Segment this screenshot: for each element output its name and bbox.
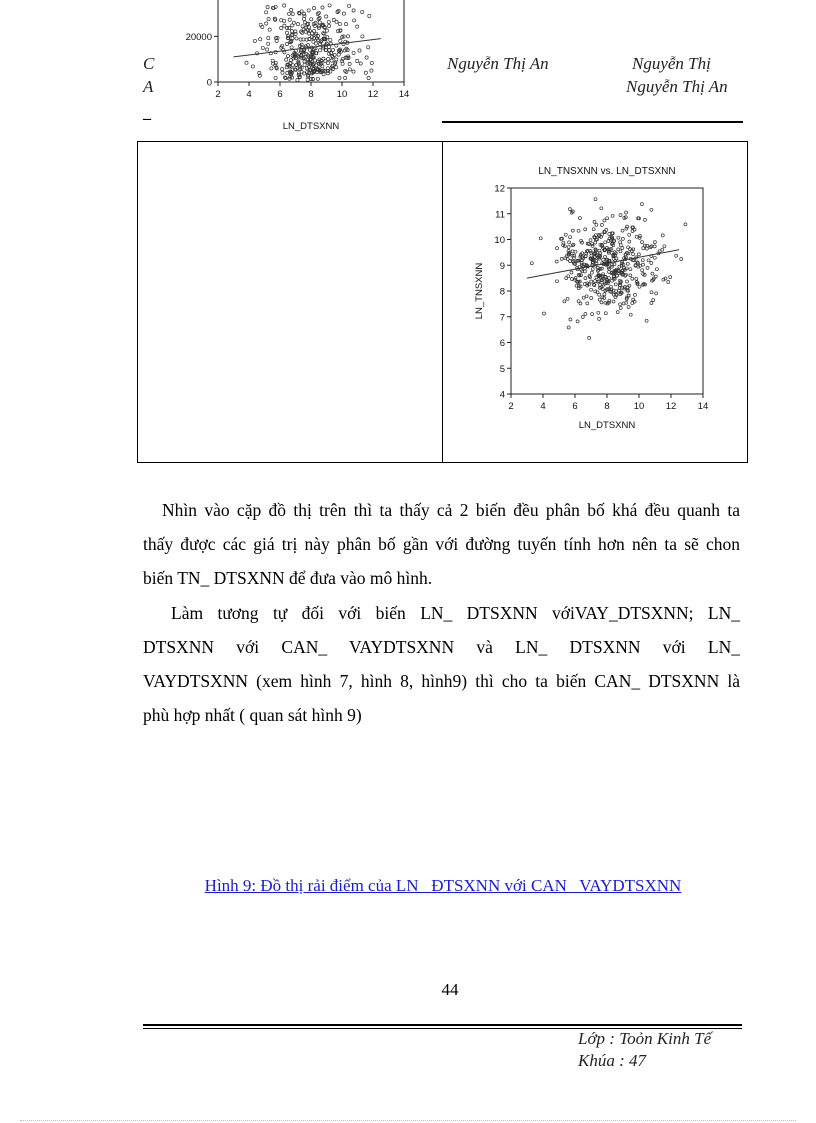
chart1-point <box>337 53 340 56</box>
chart2-point <box>653 241 656 244</box>
y-tick-label: 12 <box>494 183 505 195</box>
y-tick-label: 9 <box>499 260 505 272</box>
chart2-point <box>653 256 656 259</box>
chart1-point <box>346 35 349 38</box>
chart2-points <box>530 198 687 340</box>
chart1-point <box>267 18 270 21</box>
header-author-right-line1: Nguyễn Thị <box>632 54 711 73</box>
chart1-point <box>339 39 342 42</box>
chart2-point <box>556 247 559 250</box>
chart1-points <box>245 4 374 82</box>
chart2-point <box>579 302 582 305</box>
chart2-point <box>566 297 569 300</box>
chart2-point <box>619 250 622 253</box>
chart2-point <box>603 219 606 222</box>
chart2-point <box>632 253 635 256</box>
chart2-point <box>604 312 607 315</box>
chart2-point <box>611 279 614 282</box>
chart2-point <box>592 228 595 231</box>
chart2-point <box>675 254 678 257</box>
chart1-point <box>266 6 269 9</box>
chart2-point <box>612 300 615 303</box>
chart1-point <box>285 42 288 45</box>
chart1-point <box>281 68 284 71</box>
chart2-point <box>628 233 631 236</box>
x-tick-label: 12 <box>665 401 677 412</box>
chart2-point <box>568 208 571 211</box>
chart2-point <box>591 268 594 271</box>
chart2-point <box>568 241 571 244</box>
chart1-point <box>285 31 288 34</box>
paragraph-2-line: phù hợp nhất ( quan sát hình 9) <box>143 705 362 725</box>
chart1-point <box>290 30 293 33</box>
header-dash: – <box>143 110 151 127</box>
chart2-point <box>655 268 658 271</box>
chart1-point <box>291 24 294 27</box>
header-left-line1: C <box>143 54 155 73</box>
chart1-point <box>326 36 329 39</box>
paragraph-1-line: Nhìn vào cặp đồ thị trên thì ta thấy cả 2 biến đều phân bố khá đều quanh ta <box>162 500 740 520</box>
chart1-point <box>352 9 355 12</box>
chart2-point <box>635 277 638 280</box>
paragraph-1 <box>143 493 740 595</box>
chart2-point <box>576 320 579 323</box>
chart2-point <box>571 250 574 253</box>
chart1-point <box>290 46 293 49</box>
chart2-point <box>555 260 558 263</box>
chart2-point <box>638 285 641 288</box>
chart1-point <box>302 17 305 20</box>
chart1-point <box>328 4 331 7</box>
header-left-line2: A <box>143 77 154 96</box>
chart1-point <box>338 76 341 79</box>
chart2-x-ticks <box>508 394 708 412</box>
chart1-point <box>312 7 315 10</box>
chart1-point <box>312 40 315 43</box>
chart2-y-ticks <box>494 184 511 401</box>
chart1-point <box>302 12 305 15</box>
chart1-point <box>274 76 277 79</box>
chart2-point <box>645 319 648 322</box>
x-tick-label: 10 <box>633 401 645 412</box>
chart2-point <box>539 237 542 240</box>
chart2-point <box>590 297 593 300</box>
chart2-point <box>635 235 638 238</box>
chart2-point <box>602 258 605 261</box>
chart1-point <box>268 28 271 31</box>
chart2-point <box>629 248 632 251</box>
chart1-point <box>267 42 270 45</box>
chart2-point <box>563 300 566 303</box>
chart1-point <box>370 61 373 64</box>
chart2-point <box>626 262 629 265</box>
chart1-point <box>361 10 364 13</box>
chart1-point <box>281 71 284 74</box>
paragraph-2-line: DTSXNN với CAN_ VAYDTSXNN và LN_ DTSXNN với LN_ <box>143 637 740 657</box>
chart2-point <box>667 281 670 284</box>
chart2-point <box>571 229 574 232</box>
chart2-point <box>640 203 643 206</box>
x-tick-label: 6 <box>572 401 578 412</box>
chart2-point <box>645 247 648 250</box>
chart1-point <box>327 45 330 48</box>
chart1-point <box>283 19 286 22</box>
chart2-point <box>641 259 644 262</box>
chart1-point <box>335 58 338 61</box>
chart2-point <box>564 233 567 236</box>
chart1-point <box>356 25 359 28</box>
header-rule <box>442 121 743 123</box>
chart1-point <box>329 38 332 41</box>
y-tick-label: 10 <box>494 235 505 246</box>
chart2-point <box>594 241 597 244</box>
chart1-point <box>306 23 309 26</box>
chart2-point <box>584 313 587 316</box>
chart2-point <box>600 207 603 210</box>
chart2-point <box>621 237 624 240</box>
chart2-title: LN_TNSXNN vs. LN_DTSXNN <box>538 166 676 177</box>
chart1-point <box>316 77 319 80</box>
chart2-point <box>638 236 641 239</box>
chart2-point <box>653 245 656 248</box>
chart2-point <box>590 271 593 274</box>
x-tick-label: 14 <box>398 89 410 100</box>
chart2-point <box>604 255 607 258</box>
chart1-x-label: LN_DTSXNN <box>282 121 340 132</box>
chart1-point <box>352 70 355 73</box>
chart1-point <box>368 14 371 17</box>
chart1-point <box>283 24 286 27</box>
chart2-point <box>644 218 647 221</box>
chart2-point <box>570 278 573 281</box>
chart2-point <box>589 239 592 242</box>
chart1-point <box>348 62 351 65</box>
chart2-point <box>608 270 611 273</box>
chart2-point <box>651 272 654 275</box>
chart2-point <box>616 311 619 314</box>
chart2-point <box>629 313 632 316</box>
chart1-point <box>348 68 351 71</box>
chart2-point <box>582 296 585 299</box>
chart1-point <box>344 23 347 26</box>
header-author-center: Nguyễn Thị An <box>447 54 549 73</box>
chart1-point <box>327 20 330 23</box>
chart1-point <box>253 39 256 42</box>
chart1-point <box>301 25 304 28</box>
chart2-point <box>597 311 600 314</box>
chart2-point <box>598 317 601 320</box>
y-tick-label: 20000 <box>185 31 212 43</box>
chart1-point <box>283 4 286 7</box>
chart1-point <box>310 18 313 21</box>
chart1-point <box>325 15 328 18</box>
chart2-point <box>661 234 664 237</box>
x-tick-label: 12 <box>367 89 379 100</box>
x-tick-label: 4 <box>540 401 546 412</box>
chart1-point <box>364 71 367 74</box>
chart2-point <box>629 274 632 277</box>
chart2-point <box>634 293 637 296</box>
chart1-point <box>245 61 248 64</box>
chart1-point <box>367 46 370 49</box>
chart2-point <box>621 229 624 232</box>
chart2-point <box>606 217 609 220</box>
chart1-point <box>325 29 328 32</box>
chart2-point <box>641 269 644 272</box>
chart2-point <box>627 246 630 249</box>
chart2-point <box>593 220 596 223</box>
chart2-point <box>543 312 546 315</box>
chart2-point <box>570 271 573 274</box>
y-tick-label: 0 <box>206 77 212 89</box>
chart2-point <box>578 217 581 220</box>
header-author-right-line2: Nguyễn Thị An <box>626 77 728 96</box>
chart2-point <box>669 276 672 279</box>
chart1-point <box>344 76 347 79</box>
chart2-point <box>626 280 629 283</box>
chart2-point <box>591 313 594 316</box>
chart1-point <box>331 48 334 51</box>
chart1-point <box>358 49 361 52</box>
chart1-point <box>261 46 264 49</box>
chart2-point <box>565 277 568 280</box>
chart2-point <box>637 253 640 256</box>
scatter-chart-main <box>444 143 746 461</box>
chart2-point <box>556 280 559 283</box>
chart1-point <box>353 19 356 22</box>
chart1-point <box>359 62 362 65</box>
chart1-point <box>332 18 335 21</box>
chart1-point <box>288 26 291 29</box>
chart1-point <box>331 55 334 58</box>
chart1-point <box>370 69 373 72</box>
chart2-point <box>530 262 533 265</box>
chart2-point <box>569 318 572 321</box>
chart2-point <box>650 302 653 305</box>
chart2-point <box>625 211 628 214</box>
chart2-point <box>619 241 622 244</box>
chart2-point <box>684 223 687 226</box>
paragraph-2 <box>143 596 740 732</box>
chart1-point <box>296 79 299 82</box>
footer-course-label: Khúa : 47 <box>578 1051 646 1070</box>
chart2-point <box>590 280 593 283</box>
chart2-point <box>652 299 655 302</box>
x-tick-label: 8 <box>308 89 314 100</box>
chart2-point <box>631 302 634 305</box>
chart1-point <box>290 8 293 11</box>
chart2-point <box>631 277 634 280</box>
chart1-point <box>308 48 311 51</box>
chart1-point <box>352 51 355 54</box>
paragraph-2-line: Làm tương tự đối với biến LN_ DTSXNN vớiVAY_DTSXNN; LN_ <box>171 603 740 623</box>
chart2-point <box>617 236 620 239</box>
chart2-point <box>590 288 593 291</box>
chart1-point <box>356 59 359 62</box>
chart2-point <box>619 303 622 306</box>
chart1-x-ticks <box>215 82 409 100</box>
scatter-chart-top <box>150 0 430 140</box>
chart1-point <box>321 6 324 9</box>
y-tick-label: 6 <box>499 338 505 349</box>
chart2-point <box>569 236 572 239</box>
chart2-point <box>581 316 584 319</box>
chart2-point <box>577 229 580 232</box>
chart2-point <box>680 258 683 261</box>
chart1-point <box>285 58 288 61</box>
chart2-point <box>614 283 617 286</box>
footer-rule-thick <box>143 1024 742 1026</box>
chart2-point <box>567 326 570 329</box>
chart1-point <box>306 78 309 81</box>
chart2-point <box>655 292 658 295</box>
x-tick-label: 2 <box>508 401 514 412</box>
y-tick-label: 5 <box>499 363 505 375</box>
chart2-point <box>600 223 603 226</box>
chart2-point <box>641 241 644 244</box>
x-tick-label: 10 <box>336 89 348 100</box>
chart1-point <box>327 24 330 27</box>
y-tick-label: 8 <box>499 286 505 298</box>
paragraph-1-line: thấy được các giá trị này phân bố gần với đường tuyến tính hơn nên ta sẽ chon <box>143 534 740 554</box>
chart2-point <box>600 301 603 304</box>
figure-caption-link[interactable]: Hình 9: Đồ thị rải điểm của LN_ ĐTSXNN với CAN_ VAYDTSXNN <box>204 876 682 895</box>
chart2-point <box>619 214 622 217</box>
chart2-point <box>574 277 577 280</box>
chart1-point <box>291 12 294 15</box>
chart2-point <box>595 223 598 226</box>
chart2-point <box>560 257 563 260</box>
chart2-point <box>663 245 666 248</box>
chart2-point <box>594 198 597 201</box>
chart1-y-ticks <box>186 0 218 89</box>
chart2-x-label: LN_DTSXNN <box>578 420 636 431</box>
chart1-point <box>367 76 370 79</box>
chart1-point <box>265 11 268 14</box>
chart1-point <box>338 22 341 25</box>
chart2-point <box>567 250 570 253</box>
figure-table-divider <box>442 141 443 463</box>
page-number: 44 <box>441 980 459 999</box>
chart1-point <box>303 63 306 66</box>
chart1-point <box>266 48 269 51</box>
chart2-point <box>567 246 570 249</box>
chart1-point <box>280 26 283 29</box>
x-tick-label: 2 <box>215 89 221 100</box>
chart1-point <box>361 35 364 38</box>
x-tick-label: 4 <box>246 89 252 100</box>
chart2-point <box>584 228 587 231</box>
page-bottom-edge <box>20 1120 796 1121</box>
chart1-point <box>251 65 254 68</box>
chart1-point <box>348 4 351 7</box>
chart1-point <box>342 12 345 15</box>
chart2-point <box>603 293 606 296</box>
chart1-point <box>265 22 268 25</box>
paragraph-1-line: biến TN_ DTSXNN để đưa vào mô hình. <box>143 568 433 588</box>
y-tick-label: 7 <box>499 312 505 324</box>
chart2-y-label: LN_TNSXNN <box>474 262 485 320</box>
chart1-point <box>295 37 298 40</box>
chart2-point <box>586 302 589 305</box>
chart2-point <box>604 241 607 244</box>
chart2-point <box>627 306 630 309</box>
chart1-point <box>267 37 270 40</box>
chart2-point <box>585 295 588 298</box>
chart2-point <box>611 214 614 217</box>
chart2-point <box>650 262 653 265</box>
chart2-point <box>646 266 649 269</box>
chart2-point <box>598 298 601 301</box>
chart2-point <box>650 208 653 211</box>
chart2-point <box>588 336 591 339</box>
chart2-point <box>647 259 650 262</box>
chart1-point <box>270 67 273 70</box>
chart2-point <box>621 247 624 250</box>
y-tick-label: 4 <box>499 389 505 401</box>
chart2-point <box>584 277 587 280</box>
chart2-point <box>619 307 622 310</box>
chart2-point <box>610 265 613 268</box>
footer-class-label: Lớp : Toỏn Kinh Tế <box>578 1029 712 1048</box>
chart1-point <box>307 9 310 12</box>
chart2-trend-line <box>527 250 679 278</box>
chart2-point <box>629 268 632 271</box>
chart1-point <box>286 55 289 58</box>
chart1-point <box>318 49 321 52</box>
chart1-point <box>365 56 368 59</box>
x-tick-label: 6 <box>277 89 283 100</box>
chart1-point <box>259 38 262 41</box>
chart2-point <box>628 240 631 243</box>
chart2-point <box>642 263 645 266</box>
chart2-point <box>650 291 653 294</box>
chart1-point <box>335 66 338 69</box>
chart1-point <box>288 12 291 15</box>
chart1-point <box>288 18 291 21</box>
chart1-point <box>328 49 331 52</box>
y-tick-label: 11 <box>495 209 505 221</box>
paragraph-2-line: VAYDTSXNN (xem hình 7, hình 8, hình9) thì cho ta biến CAN_ DTSXNN là <box>143 671 740 691</box>
x-tick-label: 14 <box>697 401 709 412</box>
x-tick-label: 8 <box>604 401 610 412</box>
chart2-point <box>574 250 577 253</box>
chart1-point <box>296 23 299 26</box>
chart1-point <box>330 59 333 62</box>
chart1-point <box>318 21 321 24</box>
